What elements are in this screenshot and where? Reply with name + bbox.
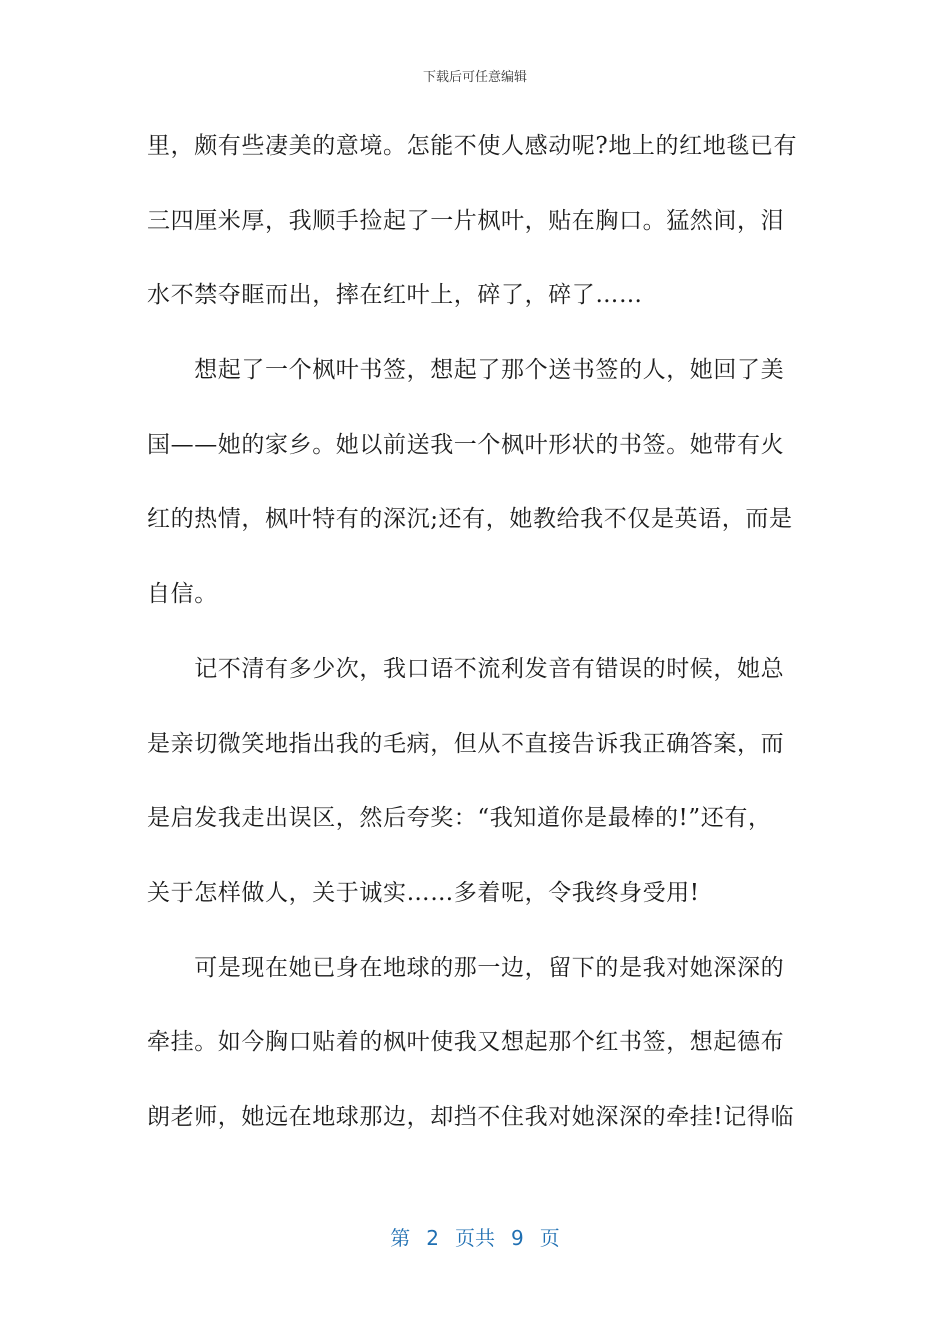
footer-prefix: 第 — [390, 1226, 411, 1250]
page-footer — [0, 1222, 950, 1251]
current-page-number: 2 — [426, 1226, 439, 1250]
footer-suffix: 页 — [539, 1226, 560, 1250]
text-line: 想起了一个枫叶书签，想起了那个送书签的人，她回了美 — [147, 357, 785, 384]
document-body — [147, 122, 807, 1168]
text-line: 关于怎样做人，关于诚实……多着呢，令我终身受用! — [147, 879, 700, 906]
text-line: 是启发我走出误区，然后夸奖：“我知道你是最棒的!”还有， — [147, 805, 772, 832]
page-header: 下载后可任意编辑 — [422, 70, 527, 85]
total-pages-number: 9 — [511, 1226, 524, 1250]
text-line: 是亲切微笑地指出我的毛病，但从不直接告诉我正确答案，而 — [147, 730, 785, 757]
text-line: 自信。 — [147, 581, 218, 608]
text-line: 三四厘米厚，我顺手捡起了一片枫叶，贴在胸口。猛然间，泪 — [147, 207, 785, 234]
text-line: 水不禁夺眶而出，摔在红叶上，碎了，碎了…… — [147, 282, 643, 309]
text-line: 国——她的家乡。她以前送我一个枫叶形状的书签。她带有火 — [147, 431, 785, 458]
text-line: 朗老师，她远在地球那边，却挡不住我对她深深的牵挂!记得临 — [147, 1103, 795, 1130]
text-line: 可是现在她已身在地球的那一边，留下的是我对她深深的 — [147, 954, 785, 981]
text-line: 里，颇有些凄美的意境。怎能不使人感动呢?地上的红地毯已有 — [147, 133, 798, 159]
footer-middle: 页共 — [455, 1226, 495, 1250]
text-line: 记不清有多少次，我口语不流利发音有错误的时候，她总 — [147, 655, 785, 682]
text-line: 红的热情，枫叶特有的深沉;还有，她教给我不仅是英语，而是 — [147, 506, 793, 533]
text-line: 牵挂。如今胸口贴着的枫叶使我又想起那个红书签，想起德布 — [147, 1029, 785, 1056]
